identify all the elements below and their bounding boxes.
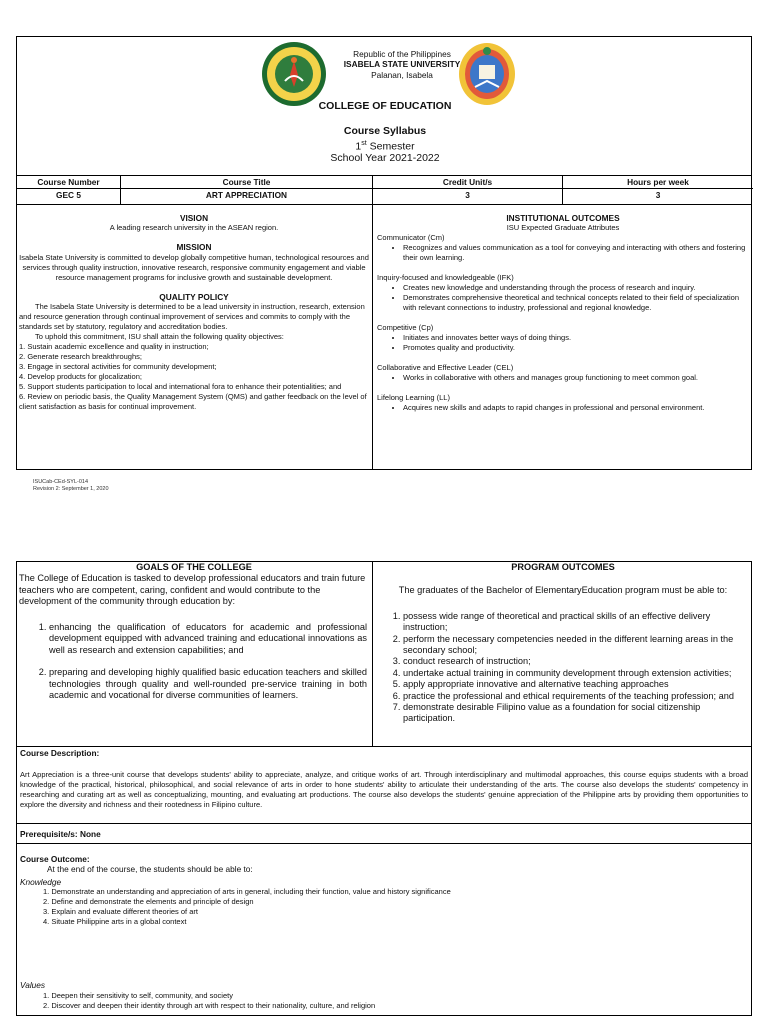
outcome-item: • Promotes quality and productivity.	[403, 343, 749, 353]
quality-objective: 6. Review on periodic basis, the Quality Management System (QMS) and gather feedback on the level of client satisfaction as basis for continual improvement.	[19, 392, 367, 412]
campus-location: Palanan, Isabela	[371, 69, 433, 80]
university-name: ISABELA STATE UNIVERSITY	[343, 59, 461, 70]
knowledge-item: 4. Situate Philippine arts in a global context	[43, 917, 187, 926]
republic-line: Republic of the Philippines	[353, 49, 451, 59]
course-outcome-box	[16, 844, 752, 1016]
knowledge-list	[43, 887, 743, 927]
outcome-item: • Acquires new skills and adapts to rapid changes in professional and personal environment.	[403, 403, 749, 413]
outcome-item: • Recognizes and values communication as a tool for conveying and interacting with others and fostering their own learning.	[403, 243, 749, 263]
mission-title: MISSION	[176, 242, 212, 253]
program-outcome-item: 1. possess wide range of theoretical and practical skills of an effective delivery instruction;	[403, 611, 749, 634]
hours-header: Hours per week	[627, 177, 689, 187]
values-item: 2. Discover and deepen their identity through art with respect to their nationality, culture, and religion	[43, 1001, 376, 1010]
quality-objective: 2. Generate research breakthroughs;	[19, 352, 142, 362]
program-outcome-item: 7. demonstrate desirable Filipino value as a foundation for social citizenship participation.	[403, 702, 749, 725]
outcome-category: Competitive (Cp)	[377, 323, 434, 333]
course-description-label: Course Description:	[20, 748, 100, 758]
college-name: COLLEGE OF EDUCATION	[318, 100, 452, 112]
vmgo-box	[16, 204, 752, 470]
quality-objective: 4. Develop products for glocalization;	[19, 372, 142, 382]
knowledge-item: 3. Explain and evaluate different theories of art	[43, 907, 198, 916]
vision-text: A leading research university in the ASEAN region.	[109, 223, 279, 233]
course-number-header: Course Number	[37, 177, 100, 187]
hours-value: 3	[655, 190, 661, 200]
knowledge-item: 2. Define and demonstrate the elements and principle of design	[43, 897, 254, 906]
outcome-category: Lifelong Learning (LL)	[377, 393, 450, 403]
outcome-list	[377, 403, 749, 413]
program-outcomes-intro: The graduates of the Bachelor of ElementaryEducation program must be able to:	[398, 585, 728, 596]
outcome-list	[377, 243, 749, 263]
goal-item: 1. enhancing the qualification of educators for academic and professional development equipped with advanced training and educational innovations as well as research and extension capabilities; and	[49, 622, 367, 656]
goals-outcomes-box	[16, 561, 752, 747]
vision-mission-panel	[19, 213, 369, 412]
outcome-category: Inquiry-focused and knowledgeable (IFK)	[377, 273, 514, 283]
program-outcome-item: 5. apply appropriate innovative and alternative teaching approaches	[403, 679, 749, 690]
outcome-item: • Demonstrates comprehensive theoretical and technical concepts related to their field of specialization with relevant connections to industry, professional and regional knowledge.	[403, 293, 749, 313]
institutional-outcomes-title: INSTITUTIONAL OUTCOMES	[506, 213, 620, 223]
revision-date: Revision 2: September 1, 2020	[33, 486, 109, 492]
course-outcome-intro: At the end of the course, the students should be able to:	[47, 864, 253, 874]
course-description-box	[16, 746, 752, 824]
knowledge-label: Knowledge	[20, 877, 62, 887]
outcome-list	[377, 373, 749, 383]
program-outcome-item: 3. conduct research of instruction;	[403, 656, 749, 667]
values-list	[43, 991, 743, 1011]
institutional-outcomes-panel	[377, 213, 749, 413]
prerequisite-box	[16, 824, 752, 844]
prerequisite: Prerequisite/s: None	[20, 829, 101, 839]
program-outcome-item: 6. practice the professional and ethical requirements of the teaching profession; and	[403, 691, 749, 702]
semester: 1st Semester	[355, 140, 415, 153]
course-title-header: Course Title	[222, 177, 271, 187]
vision-title: VISION	[179, 213, 209, 223]
course-number-value: GEC 5	[56, 190, 81, 200]
course-description-text: Art Appreciation is a three-unit course that develops students' ability to appreciate, analyze, and critique works of art. Through interdisciplinary and multimodal approaches, this course equips students with a broad knowledge of the practical, historical, philosophical, and social relevance of arts in order to hone students' ability to articulate their understanding of the arts. The course also develops the students' competency in researching and curating art as well as conceptualizing, mounting, and evaluating art productions. The course also develops the students' genuine appreciation of the Philippine arts by providing them opportunities to explore the diversity and richness and their rootedness in Filipino culture.	[20, 770, 748, 809]
goals-title: GOALS OF THE COLLEGE	[136, 562, 252, 572]
knowledge-item: 1. Demonstrate an understanding and appreciation of arts in general, including their function, value and history significance	[43, 887, 451, 896]
program-outcome-item: 4. undertake actual training in community development through extension activities;	[403, 668, 749, 679]
document-code: ISUCab-CEd-SYL-014	[33, 479, 89, 485]
document-title: Course Syllabus	[343, 125, 427, 137]
institutional-outcomes-subtitle: ISU Expected Graduate Attributes	[506, 223, 620, 233]
school-year: School Year 2021-2022	[330, 152, 440, 164]
outcome-item: • Works in collaborative with others and manages group functioning to meet common goal.	[403, 373, 749, 383]
goal-item: 2. preparing and developing highly qualified basic education teachers and skilled technologies through quality and well-rounded pre-service training in both academic and vocational for diverse communities of learners.	[49, 667, 367, 701]
course-outcome-label: Course Outcome:	[20, 854, 90, 864]
program-outcomes-panel	[377, 562, 749, 725]
values-label: Values	[20, 980, 46, 990]
program-outcome-item: 2. perform the necessary competencies needed in the different learning areas in the secondary school;	[403, 634, 749, 657]
outcome-list	[377, 333, 749, 353]
document-footer	[33, 479, 109, 493]
outcome-list	[377, 283, 749, 313]
quality-policy-title: QUALITY POLICY	[159, 291, 229, 302]
goals-list	[19, 622, 369, 701]
program-outcomes-list	[377, 611, 749, 725]
outcome-category: Collaborative and Effective Leader (CEL)	[377, 363, 514, 373]
quality-objective: 1. Sustain academic excellence and quality in instruction;	[19, 342, 209, 352]
quality-objective: 5. Support students participation to local and international fora to enhance their potentialities; and	[19, 382, 342, 392]
course-title-value: ART APPRECIATION	[205, 190, 288, 200]
goals-intro: The College of Education is tasked to develop professional educators and train future teachers who are competent, caring, confident and would contribute to the development of the community through education by:	[19, 573, 366, 607]
credit-units-header: Credit Unit/s	[442, 177, 493, 187]
outcome-category: Communicator (Cm)	[377, 233, 445, 243]
mission-text: Isabela State University is committed to develop globally competitive human, technological resources and services through quality instruction, innovative research, responsive community engagement and viable resource management programs for inclusive growth and sustainable development.	[19, 252, 369, 282]
quality-objective: 3. Engage in sectoral activities for community development;	[19, 362, 217, 372]
values-item: 1. Deepen their sensitivity to self, community, and society	[43, 991, 233, 1000]
goals-panel	[19, 562, 369, 701]
outcome-item: • Creates new knowledge and understanding through the process of research and inquiry.	[403, 283, 749, 293]
program-outcomes-title: PROGRAM OUTCOMES	[511, 562, 615, 572]
course-table	[16, 176, 752, 205]
header-box	[16, 36, 752, 176]
outcome-item: • Initiates and innovates better ways of doing things.	[403, 333, 749, 343]
quality-commitment: To uphold this commitment, ISU shall attain the following quality objectives:	[35, 332, 284, 342]
credit-units-value: 3	[465, 190, 470, 200]
quality-policy-text: The Isabela State University is determined to be a lead university in instruction, research, extension and resource generation through continual improvement of services and commits to comply with the standards set by statutory, regulatory and accreditation bodies.	[19, 302, 365, 332]
